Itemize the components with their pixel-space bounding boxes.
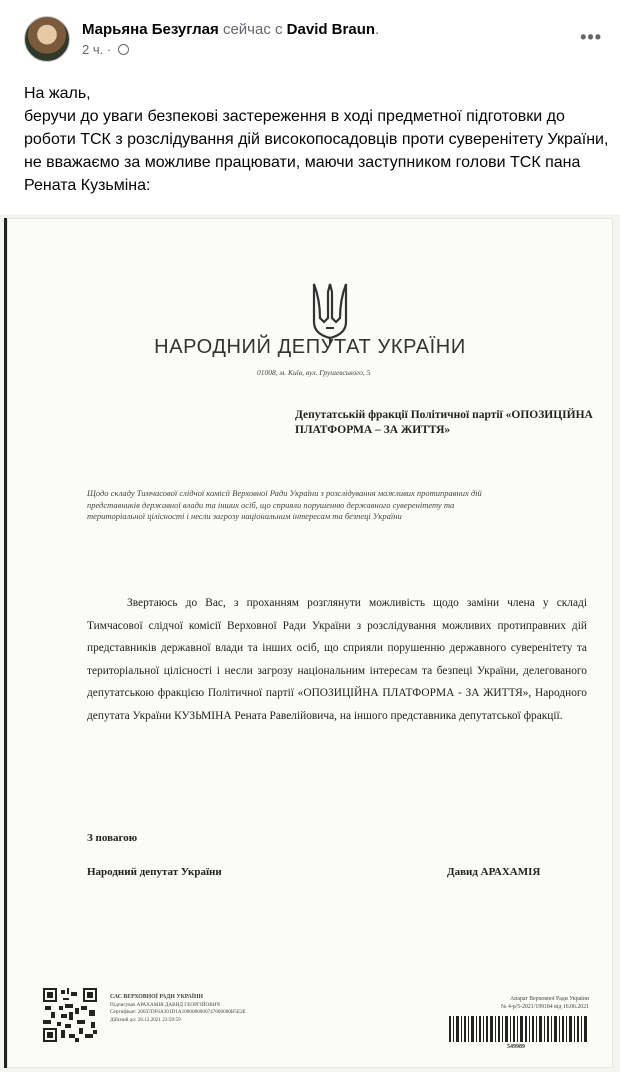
post-time[interactable]: 2 ч. xyxy=(82,42,104,57)
ecp-title: САС ВЕРХОВНОЇ РАДИ УКРАЇНИ xyxy=(110,994,204,1000)
action-text: сейчас с xyxy=(222,21,283,38)
digital-signature-stamp xyxy=(110,994,320,1024)
post-text xyxy=(24,82,614,197)
post-paragraph: беручи до уваги безпекові застереження в ході предметної підготовки до роботи ТСК з розслідування дій високопосадовців проти суверенітету України, не вважаємо за можливе працювати, маючи заступником голови ТСК пана Рената Кузьміна: xyxy=(24,108,609,194)
author-line: Марьяна Безуглая сейчас с David Braun. xyxy=(82,21,380,38)
registration-stamp xyxy=(439,996,589,1011)
post-paragraph: На жаль, xyxy=(24,85,91,102)
author-avatar[interactable] xyxy=(24,16,70,62)
barcode-icon xyxy=(449,1016,587,1042)
document-body: Звертаюсь до Вас, з проханням розглянути можливість щодо заміни члена у складі Тимчасової слідчої комісії Верховної Ради України з розслідування можливих протиправних дій представників державної влади та інших осіб, що сприяли порушенню державного суверенітету та територіальної цілісності і несли загрозу національним інтересам та безпеці України, делегованого депутатською фракцією Політичної партії «ОПОЗИЦІЙНА ПЛАТФОРМА - ЗА ЖИТТЯ», Народного депутата України КУЗЬМІНА Рената Равелійовича, на іншого представника депутатської фракції. xyxy=(87,597,587,722)
ecp-cert: Сертифікат: 20037DF6A301D1A1000000000747000000B5E2E xyxy=(110,1009,246,1015)
signatory-name: Давид АРАХАМІЯ xyxy=(447,866,541,878)
globe-icon xyxy=(118,44,129,55)
tagged-user[interactable]: David Braun xyxy=(286,21,376,38)
signatory-title: Народний депутат України xyxy=(87,866,222,878)
ecp-valid: Дійсний до: 28.12.2021 23:59:59 xyxy=(110,1016,181,1023)
document-closing: З повагою xyxy=(87,832,138,844)
registration-number: № 4-р/5-2021/199184 від 16.06.2021 xyxy=(500,1003,589,1010)
document-addressee: Депутатській фракції Політичної партії «ОПОЗИЦІЙНА ПЛАТФОРМА – ЗА ЖИТТЯ» xyxy=(295,409,593,436)
barcode-number: 549989 xyxy=(507,1044,525,1050)
document-address: 01008, м. Київ, вул. Грушевського, 5 xyxy=(257,368,371,377)
attached-document-image[interactable] xyxy=(0,214,620,1072)
post-header xyxy=(0,0,620,64)
document-page xyxy=(4,218,613,1068)
ellipsis-icon[interactable]: ••• xyxy=(580,27,602,47)
ecp-signer: Підписувач АРАХАМІЯ ДАВИД ГЕОРГІЙОВИЧ xyxy=(110,1001,220,1008)
post-meta xyxy=(82,41,129,59)
meta-separator: · xyxy=(106,42,112,57)
author-name[interactable]: Марьяна Безуглая xyxy=(82,21,219,38)
qr-code-icon xyxy=(41,986,99,1044)
trident-icon xyxy=(310,278,350,344)
document-subject: Щодо складу Тимчасової слідчої комісії Верховної Ради України з розслідування можливих протиправних дій представників державної влади та інших осіб, що сприяли порушенню державного суверенітету та територіальної цілісності і несли загрозу національним інтересам та безпеці України xyxy=(87,488,482,521)
registration-org: Апарат Верховної Ради України xyxy=(510,996,589,1002)
document-heading: НАРОДНИЙ ДЕПУТАТ УКРАЇНИ xyxy=(154,336,466,358)
